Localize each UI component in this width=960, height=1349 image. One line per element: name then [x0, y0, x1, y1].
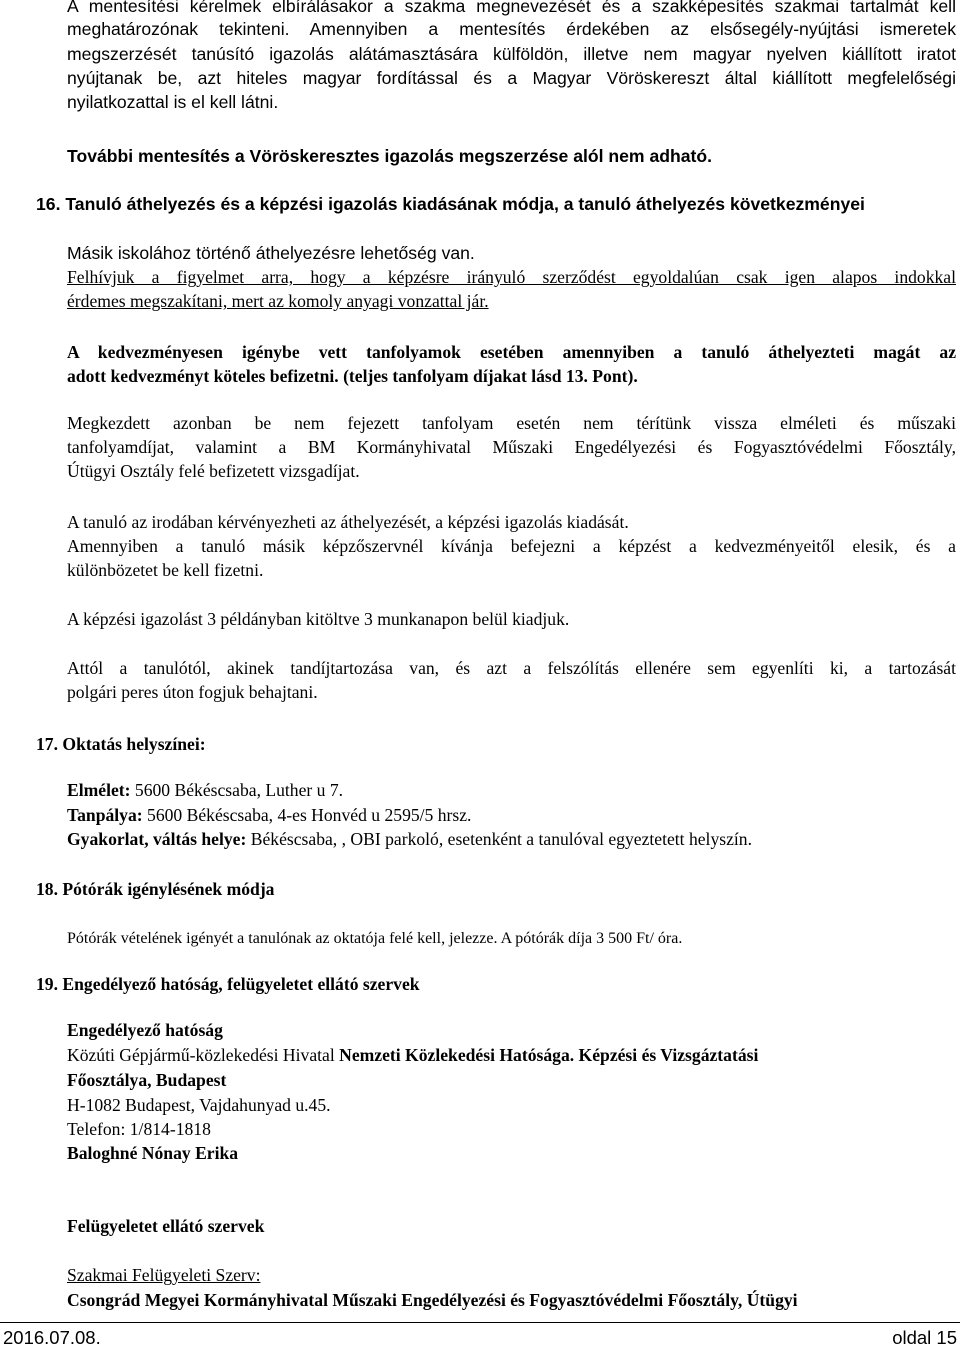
request-line-3: különbözetet be kell fizetni. [67, 560, 264, 580]
carryover-line-1: A mentesítési kérelmek elbírálásakor a szakma megnevezését és a szakképesítés szakmai tartalmát kell [67, 0, 956, 16]
practice-label: Gyakorlat, váltás helye: [67, 829, 247, 849]
footer-page-number: oldal 15 [892, 1327, 957, 1348]
track-value: 5600 Békéscsaba, 4-es Honvéd u 2595/5 hrsz. [142, 805, 472, 825]
refund-line-2: tanfolyamdíjat, valamint a BM Kormányhivatal Műszaki Engedélyezési és Fogyasztóvédelmi Főosztály, [67, 437, 956, 457]
carryover-line-5: nyilatkozattal is el kell látni. [67, 92, 279, 112]
location-practice [67, 828, 752, 851]
authority-name-plain: Közúti Gépjármű-közlekedési Hivatal [67, 1045, 340, 1065]
authority-name [67, 1044, 758, 1067]
practice-value: Békéscsaba, , OBI parkoló, esetenként a tanulóval egyeztetett helyszín. [246, 829, 752, 849]
track-label: Tanpálya: [67, 805, 143, 825]
authority-contact: Baloghné Nónay Erika [67, 1143, 239, 1163]
footer-rule [0, 1322, 960, 1323]
section-17-heading: 17. Oktatás helyszínei: [36, 734, 206, 754]
debt-line-2: polgári peres úton fogjuk behajtani. [67, 682, 318, 702]
warning-line-1: Felhívjuk a figyelmet arra, hogy a képzésre irányuló szerződést egyoldalúan csak igen alapos indokkal [67, 267, 956, 287]
discount-line-2: adott kedvezményt köteles befizetni. (teljes tanfolyam díjakat lásd 13. Pont). [67, 366, 638, 386]
extra-lessons-text: Pótórák vételének igényét a tanulónak az oktatója felé kell, jelezze. A pótórák díja 3 500 Ft/ óra. [67, 930, 683, 947]
authority-title: Engedélyező hatóság [67, 1020, 223, 1040]
supervision-title: Felügyeletet ellátó szervek [67, 1216, 265, 1236]
warning-line-2: érdemes megszakítani, mert az komoly anyagi vonzattal jár. [67, 291, 489, 311]
redcross-notice: További mentesítés a Vöröskeresztes igazolás megszerzése alól nem adható. [67, 146, 713, 166]
section-16-heading: 16. Tanuló áthelyezés és a képzési igazolás kiadásának módja, a tanuló áthelyezés következményei [36, 194, 865, 214]
transfer-possible: Másik iskolához történő áthelyezésre lehetőség van. [67, 243, 475, 263]
debt-line-1: Attól a tanulótól, akinek tandíjtartozása van, és azt a felszólítás ellenére sem egyenlíti ki, a tartozását [67, 658, 956, 678]
authority-phone: Telefon: 1/814-1818 [67, 1119, 211, 1139]
discount-line-1: A kedvezményesen igénybe vett tanfolyamok esetében amennyiben a tanuló áthelyezteti magát az [67, 342, 956, 362]
carryover-line-4: nyújtanak be, azt hiteles magyar fordítással és a Magyar Vöröskereszt által kiállított megfelelőségi [67, 68, 956, 88]
professional-supervisor-org: Csongrád Megyei Kormányhivatal Műszaki Engedélyezési és Fogyasztóvédelmi Főosztály, Útügyi [67, 1290, 798, 1310]
authority-name-cont: Főosztálya, Budapest [67, 1070, 227, 1090]
professional-supervisor-label: Szakmai Felügyeleti Szerv: [67, 1265, 261, 1285]
request-line-1: A tanuló az irodában kérvényezheti az áthelyezését, a képzési igazolás kiadását. [67, 512, 629, 532]
request-line-2: Amennyiben a tanuló másik képzőszervnél kívánja befejezni a képzést a kedvezményeitől elesik, és a [67, 536, 956, 556]
location-track [67, 804, 471, 827]
authority-name-bold: Nemzeti Közlekedési Hatósága. Képzési és Vizsgáztatási [339, 1045, 759, 1065]
carryover-line-3: megszerzését tanúsító igazolás alátámasztására külföldön, illetve nem magyar nyelven kiállított iratot [67, 44, 956, 64]
theory-label: Elmélet: [67, 780, 131, 800]
section-19-heading: 19. Engedélyező hatóság, felügyeletet ellátó szervek [36, 974, 420, 994]
refund-line-3: Útügyi Osztály felé befizetett vizsgadíjat. [67, 461, 360, 481]
section-18-heading: 18. Pótórák igénylésének módja [36, 879, 275, 899]
location-theory [67, 779, 343, 802]
refund-line-1: Megkezdett azonban be nem fejezett tanfolyam esetén nem térítünk vissza elméleti és műszaki [67, 413, 956, 433]
footer-date: 2016.07.08. [3, 1327, 101, 1348]
theory-value: 5600 Békéscsaba, Luther u 7. [130, 780, 344, 800]
certificate-issue: A képzési igazolást 3 példányban kitöltve 3 munkanapon belül kiadjuk. [67, 609, 570, 629]
carryover-line-2: meghatározónak tekinteni. Amennyiben a mentesítés érdekében az elsősegély-nyújtási ismeretek [67, 19, 956, 39]
authority-address: H-1082 Budapest, Vajdahunyad u.45. [67, 1095, 331, 1115]
